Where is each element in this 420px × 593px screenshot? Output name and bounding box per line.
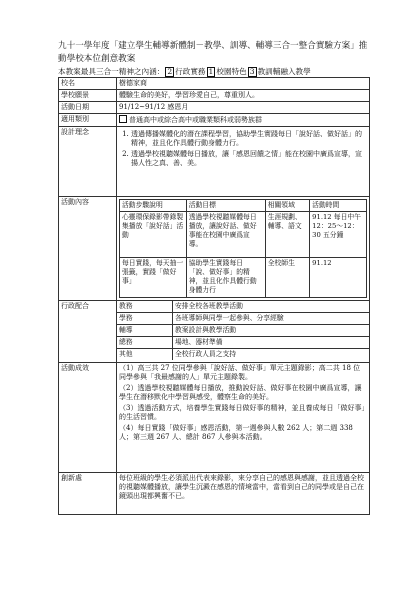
school-label: 校名 [59, 78, 117, 90]
activity-table [119, 199, 367, 298]
spirit-prefix: 本教案最具三合一精神之內涵： [58, 67, 165, 76]
admin-unit: 教務 [117, 301, 172, 313]
admin-unit: 總務 [117, 337, 172, 349]
activity-step: 心靈環保錄影帶錄製集播放「說好話」活動 [120, 212, 187, 258]
admin-unit: 其他 [117, 349, 172, 361]
activity-header-time: 活動時間 [310, 200, 367, 212]
date-value: 91/12~91/12 感恩月 [117, 102, 370, 114]
result-item-4: （4）每日實踐「做好事」感恩活動，第一週參與人數 262 人；第二週 338 人；第三週 267 人、總計 867 人參與本活動。 [119, 424, 353, 441]
creative-label: 創新處 [59, 473, 117, 515]
activity-field: 全校師生 [265, 258, 309, 298]
activity-step: 每日實踐，每天抽一張籤，實踐「做好事」 [120, 258, 187, 298]
result-value [117, 363, 370, 473]
option-admin: 行政實務 [175, 67, 206, 76]
document-title: 九十一學年度「建立學生輔導新體制－教學、訓導、輔導三合一整合實驗方案」推動學校本位創意教案 [58, 41, 368, 64]
admin-task: 全校行政人員之支持 [172, 349, 369, 361]
category-text: 普通高中或綜合高中或職業類科或弱勢族群 [129, 116, 262, 124]
category-label: 適用類別 [59, 114, 117, 127]
lesson-plan-table [58, 77, 370, 515]
admin-task: 安排全校各班教學活動 [172, 301, 369, 313]
creative-value: 每位班級的學生必須派出代表來錄影，來分享自己的感恩與感謝，並且透過全校的視聽媒體播放，讓學生沉澱在感恩的情境當中，當看到自己的同學或是自己在鏡頭出現都興奮不已。 [117, 473, 370, 515]
concept-value [117, 127, 370, 197]
result-item-1: （1）高三共 27 位同學參與「說好話、做好事」單元主題錄影；高二共 18 位同學參與「我最感謝的人」單元主題錄製。 [119, 364, 361, 381]
admin-label: 行政配合 [59, 301, 117, 363]
date-label: 活動日期 [59, 102, 117, 114]
activity-header-goal: 活動目標 [186, 200, 265, 212]
option-teaching: 教訓輔融入教學 [257, 67, 311, 76]
admin-task: 各班導師與同學一起參與、分享經驗 [172, 313, 369, 325]
activity-goal: 透過學校視聽媒體每日播放，讓說好話、做好事能在校園中廣爲宣導。 [186, 212, 265, 258]
admin-task: 場地、器材準備 [172, 337, 369, 349]
activity-header-field: 相關領域 [265, 200, 309, 212]
concept-label: 設計理念 [59, 127, 117, 197]
admin-unit: 學務 [117, 313, 172, 325]
vision-value: 體驗生命的美好，學習珍愛自己，尊重別人。 [117, 90, 370, 102]
result-label: 活動成效 [59, 363, 117, 473]
rank-box-3: 3 [249, 67, 255, 76]
activity-header-step: 活動步驟說明 [120, 200, 187, 212]
spirit-line [58, 67, 378, 77]
category-value [117, 114, 370, 127]
activity-goal: 協助學生實踐每日「說、做好事」的精神，並且化作具體行動身體力行 [186, 258, 265, 298]
result-item-2: （2）透過學校視聽媒體每日播放，推動說好話、做好事在校園中廣爲宣導，讓學生在潛移默化中學習與感受，體察生命的美好。 [119, 384, 362, 401]
admin-table [117, 301, 369, 360]
concept-item-2: 2. 透過學校視聽媒體每日播放，讓「感恩回饋之情」能在校園中廣爲宣導，宣揚人性之真、善、美。 [131, 150, 367, 168]
activity-cell [117, 197, 370, 301]
activity-time: 91.12 每日中午 12：25～12：30 五分鐘 [310, 212, 367, 258]
school-value: 樹德家商 [117, 78, 370, 90]
option-campus: 校園特色 [216, 67, 247, 76]
admin-cell [117, 301, 370, 363]
vision-label: 學校願景 [59, 90, 117, 102]
concept-item-1: 1. 透過傳播媒體化的潛在課程學習，協助學生實踐每日「說好話、做好話」的精神，並且化作具體行動身體力行。 [131, 130, 367, 148]
checkbox-icon [119, 115, 127, 123]
activity-time: 91.12 [310, 258, 367, 298]
result-item-3: （3）透過活動方式，培養學生實踐每日做好事的精神，並且養成每日「做好事」的生活習慣。 [119, 404, 365, 421]
admin-unit: 輔導 [117, 325, 172, 337]
activity-label: 活動內容 [59, 197, 117, 301]
rank-box-1: 2 [167, 67, 173, 76]
rank-box-2: 1 [208, 67, 214, 76]
activity-field: 生涯規劃、輔導、語文 [265, 212, 309, 258]
admin-task: 教案設計與教學活動 [172, 325, 369, 337]
